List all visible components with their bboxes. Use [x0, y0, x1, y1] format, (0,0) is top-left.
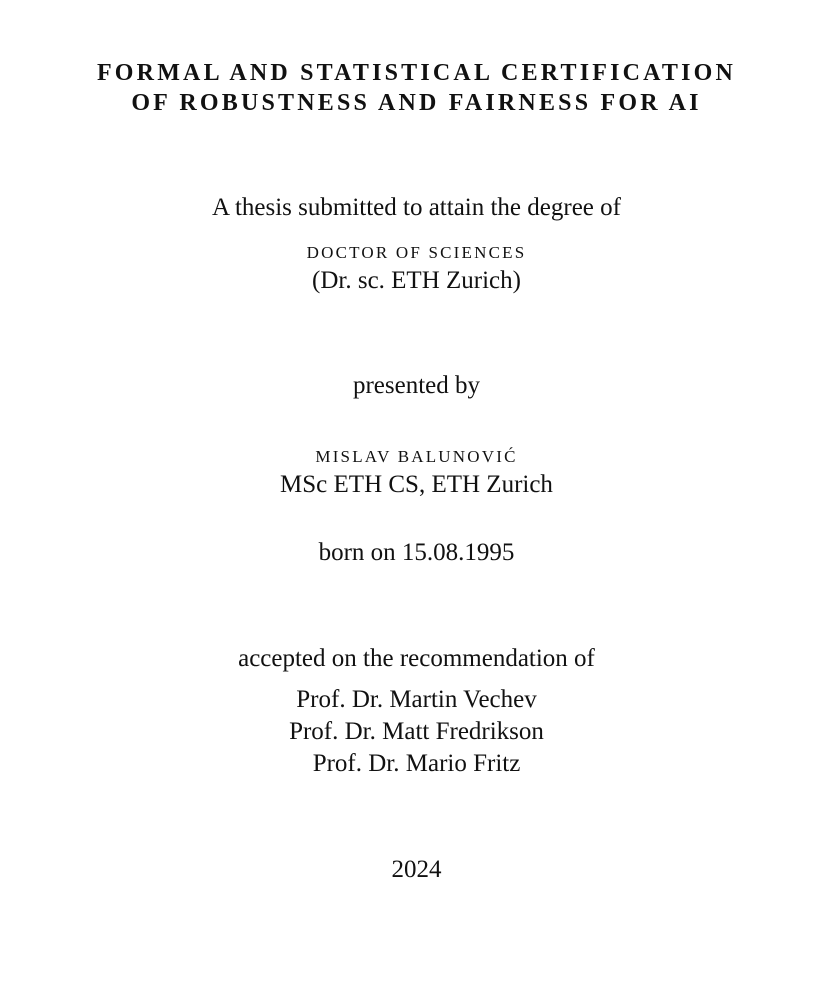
- thesis-title-line-1: FORMAL AND STATISTICAL CERTIFICATION: [96, 60, 737, 86]
- author-credentials: MSc ETH CS, ETH Zurich: [280, 471, 553, 498]
- committee-member: Prof. Dr. Martin Vechev: [296, 686, 537, 713]
- thesis-title-line-2: OF ROBUSTNESS AND FAIRNESS FOR AI: [131, 90, 702, 116]
- degree-abbreviation: (Dr. sc. ETH Zurich): [312, 267, 521, 294]
- committee-member: Prof. Dr. Mario Fritz: [312, 750, 521, 777]
- thesis-year: 2024: [391, 856, 442, 883]
- degree-name: DOCTOR OF SCIENCES: [306, 243, 527, 262]
- author-birthdate: born on 15.08.1995: [318, 539, 515, 566]
- committee-intro: accepted on the recommendation of: [238, 645, 595, 672]
- presented-by: presented by: [352, 372, 481, 399]
- degree-intro: A thesis submitted to attain the degree of: [212, 194, 621, 221]
- author-name: MISLAV BALUNOVIĆ: [315, 447, 518, 466]
- committee-member: Prof. Dr. Matt Fredrikson: [289, 718, 544, 745]
